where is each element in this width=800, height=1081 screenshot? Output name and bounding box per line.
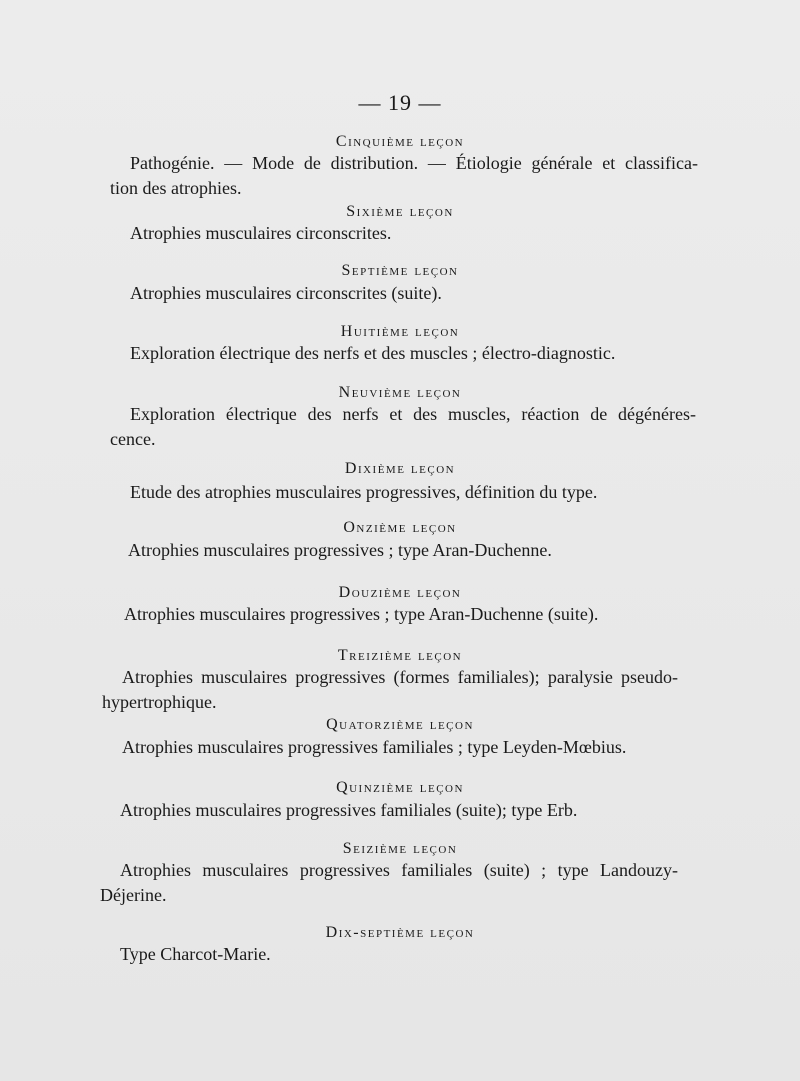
lesson-title: Treizième leçon bbox=[337, 647, 463, 664]
lesson-text bbox=[110, 151, 698, 201]
text-line: Atrophies musculaires progressives ; type Aran-Duchenne (suite). bbox=[124, 604, 599, 624]
text-line: hypertrophique. bbox=[102, 692, 217, 712]
lesson-text bbox=[130, 480, 690, 505]
text-line: Exploration électrique des nerfs et des muscles ; électro-diagnostic. bbox=[130, 343, 616, 363]
lesson-text bbox=[110, 402, 696, 452]
lesson-title: Cinquième leçon bbox=[335, 133, 465, 150]
page-number: — 19 — bbox=[358, 90, 442, 115]
lesson-text bbox=[120, 942, 680, 967]
lesson-text bbox=[102, 665, 678, 715]
lesson-title: Huitième leçon bbox=[340, 323, 460, 340]
text-line: Atrophies musculaires progressives (formes familiales); paralysie pseudo- bbox=[122, 667, 678, 687]
lesson-text bbox=[130, 341, 690, 366]
text-line: Type Charcot-Marie. bbox=[120, 944, 271, 964]
text-line: cence. bbox=[110, 429, 156, 449]
text-line: Atrophies musculaires progressives familiales (suite); type Erb. bbox=[120, 800, 578, 820]
lesson-text bbox=[130, 281, 690, 306]
text-line: Atrophies musculaires circonscrites (suite). bbox=[130, 283, 442, 303]
lesson-title: Quatorzième leçon bbox=[326, 716, 474, 733]
text-line: Atrophies musculaires progressives familiales ; type Leyden-Mœbius. bbox=[122, 737, 627, 757]
text-line: Déjerine. bbox=[100, 885, 167, 905]
lesson-title: Onzième leçon bbox=[343, 519, 457, 536]
lesson-title: Septième leçon bbox=[341, 262, 459, 279]
text-line: Pathogénie. — Mode de distribution. — Étiologie générale et classifica- bbox=[130, 153, 698, 173]
text-line: Atrophies musculaires circonscrites. bbox=[130, 223, 392, 243]
text-line: tion des atrophies. bbox=[110, 178, 242, 198]
lesson-title: Quinzième leçon bbox=[336, 779, 464, 796]
lesson-text bbox=[120, 798, 680, 823]
lesson-title: Seizième leçon bbox=[342, 840, 458, 857]
lesson-title: Dix-septième leçon bbox=[325, 924, 475, 941]
lesson-title: Neuvième leçon bbox=[338, 384, 462, 401]
lesson-text bbox=[128, 538, 688, 563]
lesson-text bbox=[130, 221, 690, 246]
lesson-title: Douzième leçon bbox=[338, 584, 462, 601]
lesson-title: Sixième leçon bbox=[346, 203, 454, 220]
text-line: Atrophies musculaires progressives familiales (suite) ; type Landouzy- bbox=[120, 860, 678, 880]
lesson-text bbox=[124, 602, 684, 627]
lesson-text bbox=[100, 858, 678, 908]
text-line: Atrophies musculaires progressives ; type Aran-Duchenne. bbox=[128, 540, 552, 560]
text-line: Exploration électrique des nerfs et des muscles, réaction de dégénéres- bbox=[130, 404, 696, 424]
text-line: Etude des atrophies musculaires progressives, définition du type. bbox=[130, 482, 598, 502]
lesson-text bbox=[122, 735, 682, 760]
lesson-title: Dixième leçon bbox=[344, 460, 456, 477]
